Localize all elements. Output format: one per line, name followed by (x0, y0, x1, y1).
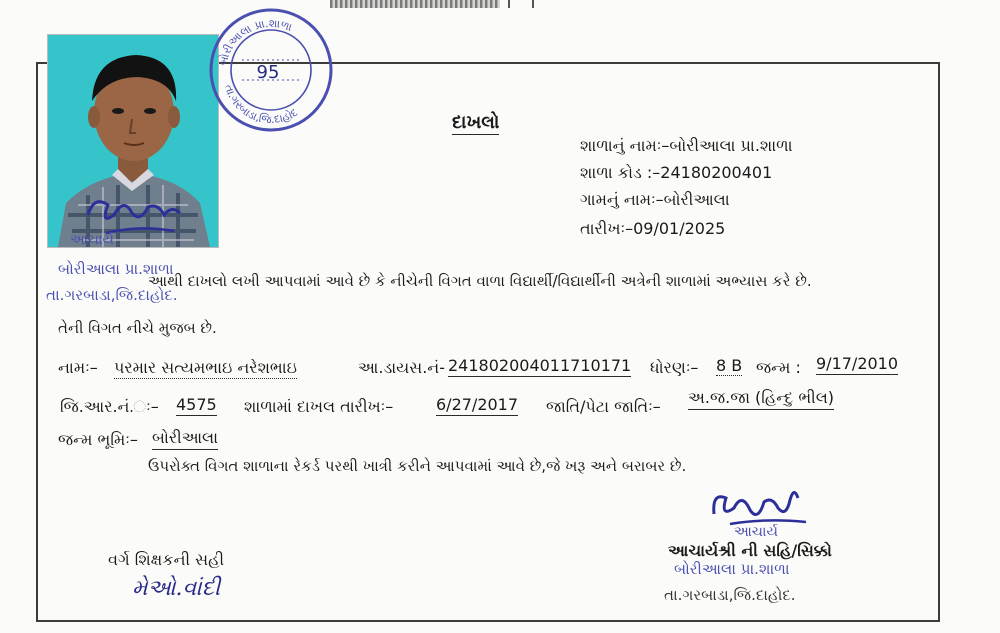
gr-label: જિ.આર.નં.ઃ– (60, 397, 159, 416)
birthplace-label: જન્મ ભૂમિઃ– (58, 430, 138, 449)
standard-value: 8 B (716, 356, 743, 375)
caste-value: અ.જ.જા (હિન્દુ ભીલ) (688, 388, 834, 410)
left-seal-line1: બોરીઆલા પ્રા.શાળા (58, 260, 174, 278)
principal-signature (706, 478, 810, 530)
caste-label: જાતિ/પેટા જાતિઃ– (546, 397, 661, 416)
certificate-title: દાખલો (452, 112, 500, 133)
principal-seal-line1: બોરીઆલા પ્રા.શાળા (674, 560, 790, 578)
stamp-ring-bottom-text: તા.ગરબાડા,જિ.દાહોદ (221, 82, 301, 127)
admission-date-label: શાળામાં દાખલ તારીખઃ– (244, 397, 394, 416)
scan-remnant-top (330, 0, 500, 8)
seal-acharya-handwritten: આચાર્ય (70, 232, 114, 248)
student-portrait (48, 35, 218, 247)
dob-value: 9/17/2010 (816, 354, 899, 373)
closing-statement: ઉપરોક્ત વિગત શાળાના રેકર્ડ પરથી ખાત્રી કરીને આપવામાં આવે છે,જે ખરૂ અને બરાબર છે. (148, 457, 687, 475)
stamp-ring-top-text: બોરીઆલા પ્રા.શાળા (216, 16, 294, 67)
class-teacher-signature: મેઓ.વાંદી (132, 576, 221, 601)
date-line: તારીખઃ–09/01/2025 (580, 219, 726, 238)
intro-line2: તેની વિગત નીચે મુજબ છે. (58, 319, 217, 337)
school-name-line: શાળાનું નામઃ–બોરીઆલા પ્રા.શાળા (580, 136, 793, 155)
stamp-center-number: 95 (256, 62, 280, 83)
village-name-line: ગામનું નામઃ–બોરીઆલા (580, 190, 730, 209)
left-seal-line2: તા.ગરબાડા,જિ.દાહોદ. (46, 286, 178, 304)
principal-seal-title: આચાર્ય (734, 524, 778, 540)
student-name: પરમાર સત્યમભાઇ નરેશભાઇ (114, 358, 297, 377)
admission-date: 6/27/2017 (436, 395, 519, 414)
student-name-label: નામઃ– (58, 358, 98, 377)
dob-label: જન્મ : (756, 358, 801, 377)
principal-seal-line2: તા.ગરબાડા,જિ.દાહોદ. (664, 586, 796, 604)
gr-number: 4575 (176, 395, 217, 414)
dise-number: 241802004011710171 (448, 356, 632, 375)
dise-label: આ.ડાયસ.નં- (358, 358, 445, 377)
intro-line1: આથી દાખલો લખી આપવામાં આવે છે કે નીચેની વિગત વાળા વિદ્યાર્થી/વિદ્યાર્થીની અત્રેની શાળામાં અભ્યાસ કરે છે. (148, 272, 812, 290)
school-code-line: શાળા કોડ :–24180200401 (580, 163, 773, 182)
student-photo (47, 34, 219, 248)
round-stamp (208, 6, 334, 134)
standard-label: ધોરણઃ– (650, 358, 699, 377)
class-teacher-label: વર્ગ શિક્ષકની સહી (108, 550, 225, 569)
scan-remnant-mark (508, 0, 534, 8)
birthplace-value: બોરીઆલા (152, 428, 218, 450)
principal-label: આચાર્યશ્રી ની સહિ/સિક્કો (668, 541, 832, 560)
